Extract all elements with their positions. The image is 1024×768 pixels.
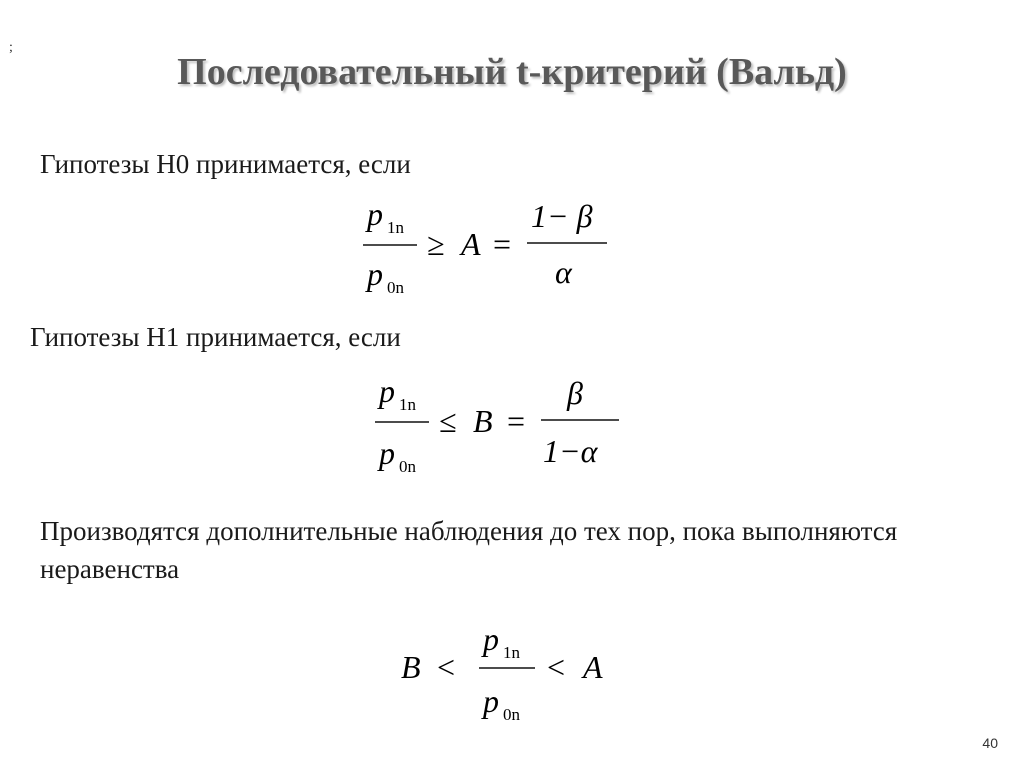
f1-rhs-den: α [555, 254, 572, 290]
f2-den-sub: 0n [399, 457, 416, 476]
f3-left: B [401, 649, 421, 685]
f3-num-var: p [483, 621, 499, 657]
f2-const: B [473, 403, 493, 439]
f2-num-var: p [379, 373, 395, 409]
f2-den-var: p [379, 435, 395, 471]
f1-den-var: p [367, 256, 383, 292]
page-number: 40 [982, 735, 998, 751]
f1-rhs-num: 1− β [531, 198, 593, 234]
f3-right: A [583, 649, 603, 685]
f1-const: A [461, 226, 481, 262]
continue-statement: Производятся дополнительные наблюдения до тех пор, пока выполняются неравенства [40, 516, 898, 584]
f1-num-var: p [367, 196, 383, 232]
f1-den-sub: 0n [387, 278, 404, 297]
f3-num-sub: 1n [503, 643, 520, 662]
corner-mark: ; [9, 40, 13, 55]
formula-continue [395, 620, 625, 730]
formula-h1 [365, 372, 635, 482]
f2-relation: ≤ [439, 403, 457, 439]
h1-statement: Гипотезы Н1 принимается, если [30, 322, 401, 352]
f3-lt2: < [547, 649, 566, 685]
f2-eq: = [507, 403, 526, 439]
f2-rhs-num: β [567, 375, 583, 411]
f3-den-var: p [483, 683, 499, 719]
f2-num-sub: 1n [399, 395, 416, 414]
f2-rhs-den: 1−α [543, 433, 598, 469]
h0-statement: Гипотезы Н0 принимается, если [40, 149, 411, 179]
formula-h0 [355, 195, 615, 305]
slide-title: Последовательный t-критерий (Вальд) [177, 51, 847, 93]
f3-den-sub: 0n [503, 705, 520, 724]
f1-eq: = [493, 226, 512, 262]
f3-lt1: < [437, 649, 456, 685]
f1-num-sub: 1n [387, 218, 404, 237]
f1-relation: ≥ [427, 226, 445, 262]
